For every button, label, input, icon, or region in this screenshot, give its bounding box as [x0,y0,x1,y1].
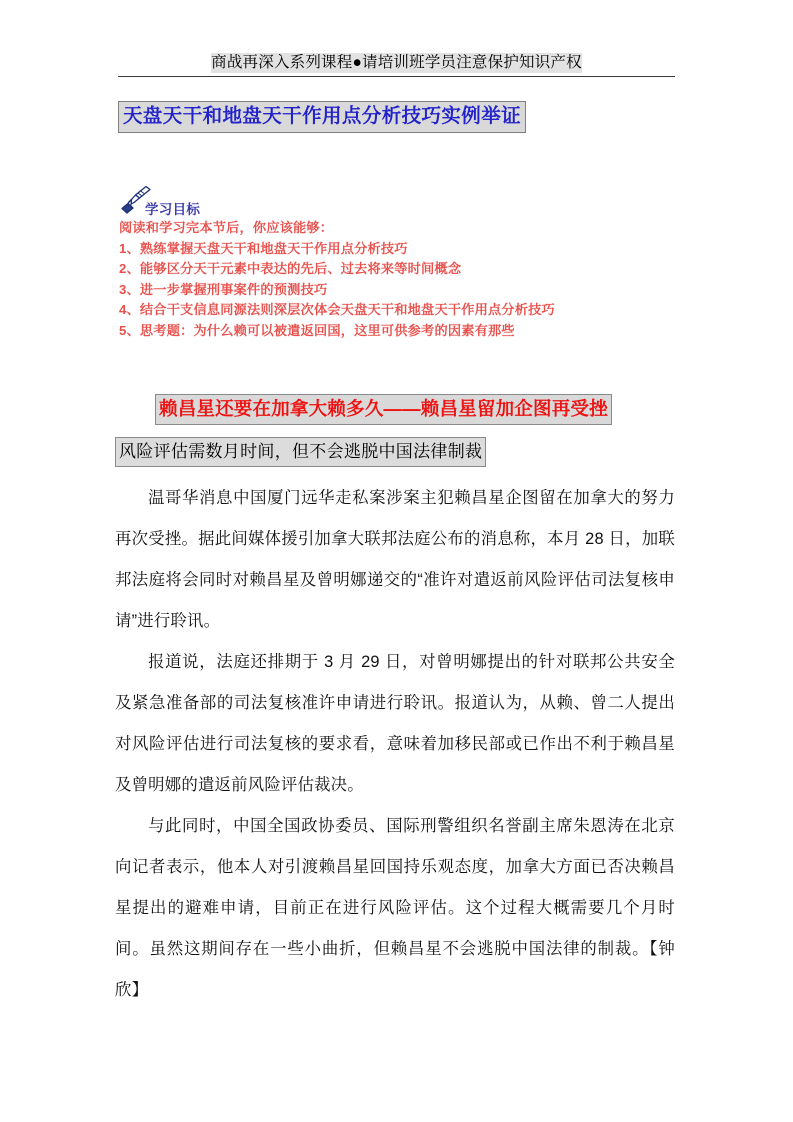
article-paragraph: 温哥华消息中国厦门远华走私案涉案主犯赖昌星企图留在加拿大的努力再次受挫。据此间媒体援引加拿大联邦法庭公布的消息称，本月 28 日，加联邦法庭将会同时对赖昌星及曾明娜递交的“准许对遣返前风险评估司法复核申请”进行聆讯。 [115,489,675,630]
article-headline: 赖昌星还要在加拿大赖多久——赖昌星留加企图再受挫 [155,394,612,425]
article-body [115,478,675,1011]
running-header-text [118,52,675,73]
learning-objective-item: 4、结合干支信息同源法则深层次体会天盘天干和地盘天干作用点分析技巧 [119,302,555,318]
learning-objectives-intro: 阅读和学习完本节后，你应该能够： [119,220,334,235]
learning-objective-item: 3、进一步掌握刑事案件的预测技巧 [119,281,328,297]
running-header [118,52,675,77]
document-title-container [118,101,526,133]
document-title: 天盘天干和地盘天干作用点分析技巧实例举证 [118,101,526,133]
learning-objective-item: 1、熟练掌握天盘天干和地盘天干作用点分析技巧 [119,240,408,256]
learning-objectives-section [119,186,679,342]
header-divider-rule [118,76,675,77]
article-paragraph: 报道说，法庭还排期于 3 月 29 日，对曾明娜提出的针对联邦公共安全及紧急准备部的司法复核准许申请进行聆讯。报道认为，从赖、曾二人提出对风险评估进行司法复核的要求看，意味着加移民部或已作出不利于赖昌星及曾明娜的遣返前风险评估裁决。 [115,653,675,794]
running-header-shaded-text: 商战再深入系列课程●请培训班学员注意保护知识产权 [211,54,582,71]
learning-objective-item: 5、思考题：为什么赖可以被遣返回国，这里可供参考的因素有那些 [119,322,515,338]
learning-objectives-label: 学习目标 [145,202,201,217]
article-headline-container [155,394,612,425]
article-paragraph: 与此同时，中国全国政协委员、国际刑警组织名誉副主席朱恩涛在北京向记者表示，他本人对引渡赖昌星回国持乐观态度，加拿大方面已否决赖昌星提出的避难申请，目前正在进行风险评估。这个过程大概需要几个月时间。虽然这期间存在一些小曲折，但赖昌星不会逃脱中国法律的制裁。【钟欣】 [115,817,675,999]
article-subhead: 风险评估需数月时间，但不会逃脱中国法律制裁 [115,437,486,467]
learning-objectives-header [119,186,679,218]
article-subhead-container [115,437,486,467]
learning-objective-item: 2、能够区分天干元素中表达的先后、过去将来等时间概念 [119,261,462,277]
